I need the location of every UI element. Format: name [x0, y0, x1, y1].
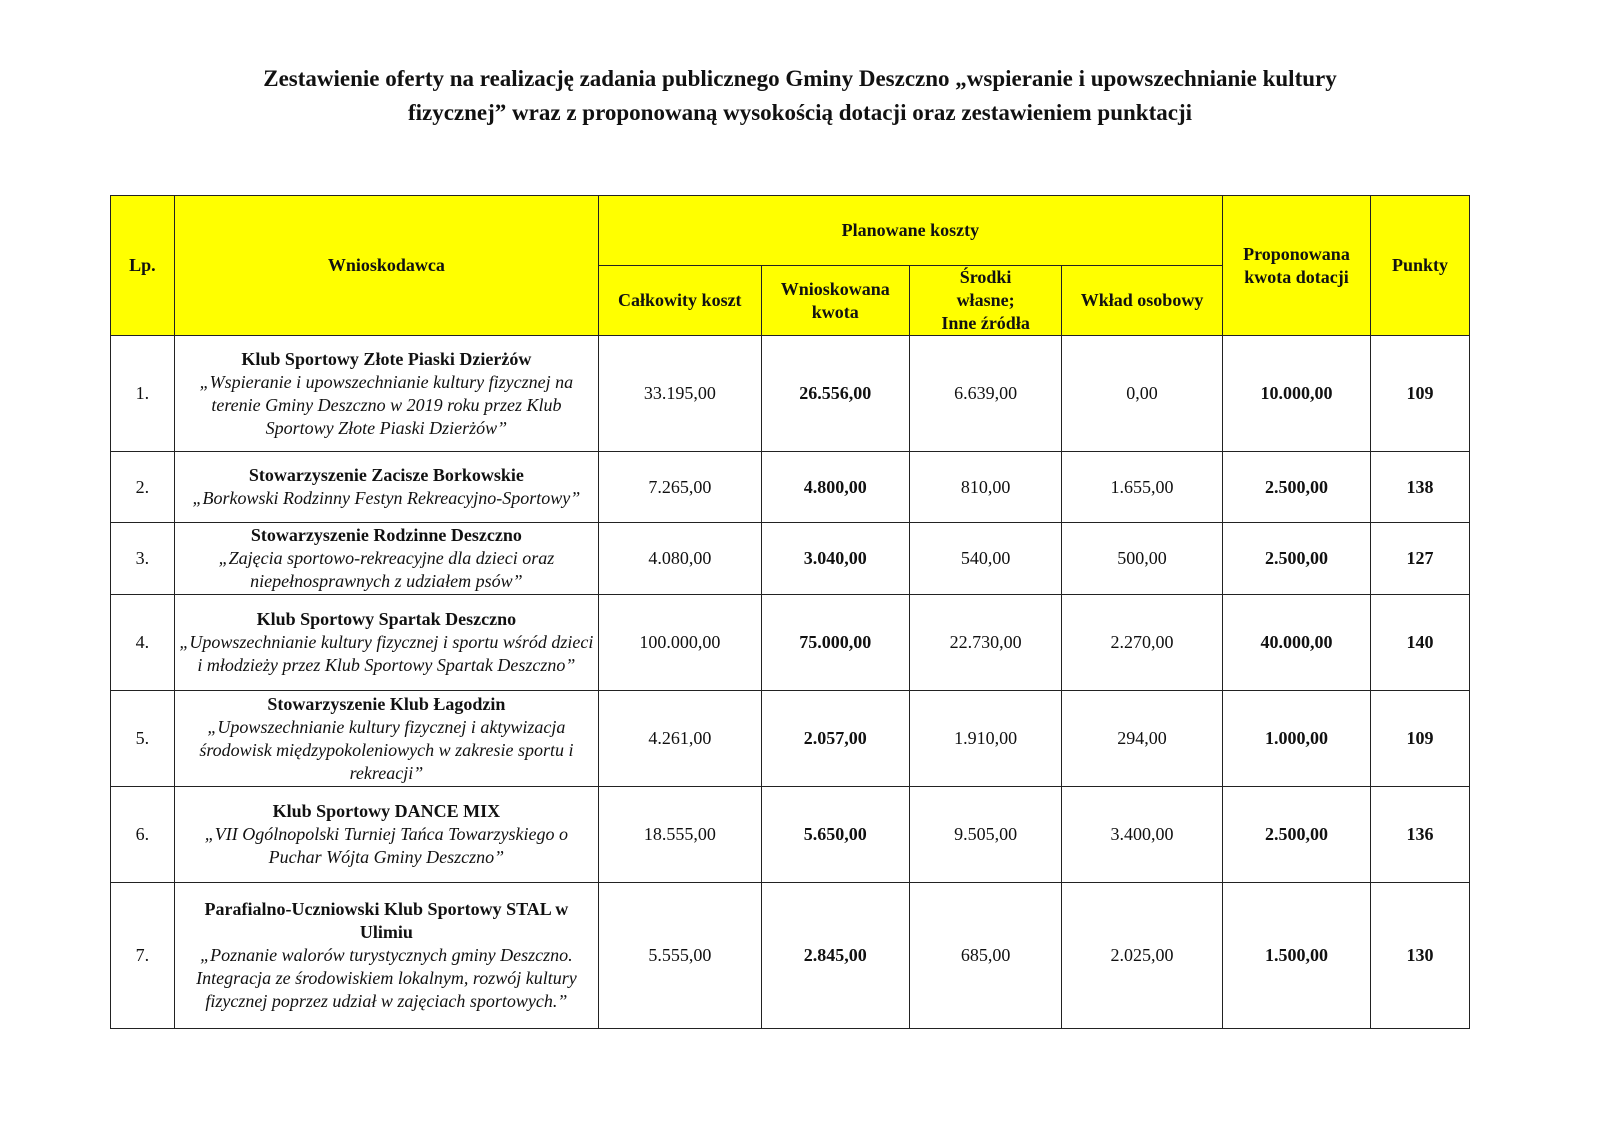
points: 130: [1371, 883, 1470, 1029]
own-funds: 1.910,00: [909, 691, 1061, 787]
personal-contribution: 500,00: [1062, 523, 1223, 595]
own-funds: 810,00: [909, 452, 1061, 523]
table-row: [111, 787, 1470, 883]
points: 109: [1371, 336, 1470, 452]
table-row: [111, 452, 1470, 523]
header-total-cost: Całkowity koszt: [598, 266, 761, 336]
personal-contribution: 3.400,00: [1062, 787, 1223, 883]
applicant-name: Stowarzyszenie Klub Łagodzin: [267, 693, 506, 714]
offers-table: [110, 195, 1470, 1029]
proposed-amount: 2.500,00: [1222, 787, 1370, 883]
proposed-amount: 10.000,00: [1222, 336, 1370, 452]
applicant-cell: [174, 452, 598, 523]
points: 127: [1371, 523, 1470, 595]
table-row: [111, 336, 1470, 452]
points: 136: [1371, 787, 1470, 883]
requested-amount: 4.800,00: [761, 452, 909, 523]
page-title: [150, 62, 1450, 130]
project-title: „VII Ogólnopolski Turniej Tańca Towarzyskiego o Puchar Wójta Gminy Deszczno”: [204, 824, 568, 867]
total-cost: 33.195,00: [598, 336, 761, 452]
proposed-amount: 1.000,00: [1222, 691, 1370, 787]
personal-contribution: 0,00: [1062, 336, 1223, 452]
page-title-line2: fizycznej” wraz z proponowaną wysokością dotacji oraz zestawieniem punktacji: [407, 100, 1193, 125]
applicant-name: Klub Sportowy Złote Piaski Dzierżów: [241, 348, 532, 369]
row-number: 6.: [111, 787, 175, 883]
header-own-funds-line3: Inne źródła: [941, 313, 1030, 333]
row-number: 1.: [111, 336, 175, 452]
points: 140: [1371, 595, 1470, 691]
requested-amount: 5.650,00: [761, 787, 909, 883]
project-title: „Borkowski Rodzinny Festyn Rekreacyjno-Sportowy”: [192, 488, 581, 508]
table-row: [111, 883, 1470, 1029]
header-points: Punkty: [1371, 196, 1470, 336]
requested-amount: 75.000,00: [761, 595, 909, 691]
proposed-amount: 2.500,00: [1222, 523, 1370, 595]
applicant-name: Klub Sportowy DANCE MIX: [272, 801, 501, 821]
header-personal-contribution: Wkład osobowy: [1062, 266, 1223, 336]
applicant-name: Stowarzyszenie Rodzinne Deszczno: [250, 525, 522, 545]
row-number: 3.: [111, 523, 175, 595]
own-funds: 22.730,00: [909, 595, 1061, 691]
row-number: 5.: [111, 691, 175, 787]
table-header: [111, 196, 1470, 336]
table-row: [111, 595, 1470, 691]
proposed-amount: 1.500,00: [1222, 883, 1370, 1029]
requested-amount: 2.057,00: [761, 691, 909, 787]
applicant-cell: [174, 523, 598, 595]
total-cost: 4.261,00: [598, 691, 761, 787]
table-row: [111, 691, 1470, 787]
total-cost: 100.000,00: [598, 595, 761, 691]
applicant-name: Klub Sportowy Spartak Deszczno: [256, 609, 517, 629]
header-own-funds-line1: Środki: [959, 267, 1012, 287]
page-title-line1: Zestawienie oferty na realizację zadania publicznego Gminy Deszczno „wspieranie i upowszechnianie kultury: [263, 66, 1337, 91]
total-cost: 18.555,00: [598, 787, 761, 883]
applicant-cell: [174, 691, 598, 787]
project-title: „Zajęcia sportowo-rekreacyjne dla dzieci oraz niepełnosprawnych z udziałem psów”: [218, 548, 555, 591]
applicant-cell: [174, 883, 598, 1029]
row-number: 7.: [111, 883, 175, 1029]
own-funds: 685,00: [909, 883, 1061, 1029]
proposed-amount: 40.000,00: [1222, 595, 1370, 691]
total-cost: 5.555,00: [598, 883, 761, 1029]
requested-amount: 2.845,00: [761, 883, 909, 1029]
table-row: [111, 523, 1470, 595]
applicant-cell: [174, 336, 598, 452]
proposed-amount: 2.500,00: [1222, 452, 1370, 523]
project-title: „Wspieranie i upowszechnianie kultury fizycznej na terenie Gminy Deszczno w 2019 roku przez Klub Sportowy Złote Piaski Dzierżów”: [199, 371, 574, 438]
personal-contribution: 1.655,00: [1062, 452, 1223, 523]
points: 109: [1371, 691, 1470, 787]
applicant-name: Stowarzyszenie Zacisze Borkowskie: [248, 465, 524, 485]
table-body: [111, 336, 1470, 1029]
header-lp: Lp.: [111, 196, 175, 336]
own-funds: 9.505,00: [909, 787, 1061, 883]
header-requested-amount: Wnioskowana kwota: [761, 266, 909, 336]
personal-contribution: 294,00: [1062, 691, 1223, 787]
header-planned-costs: Planowane koszty: [598, 196, 1222, 266]
header-own-funds: [909, 266, 1061, 336]
personal-contribution: 2.025,00: [1062, 883, 1223, 1029]
header-proposed-amount: Proponowana kwota dotacji: [1222, 196, 1370, 336]
total-cost: 4.080,00: [598, 523, 761, 595]
requested-amount: 26.556,00: [761, 336, 909, 452]
project-title: „Upowszechnianie kultury fizycznej i aktywizacja środowisk międzypokoleniowych w zakresie sportu i rekreacji”: [199, 716, 574, 783]
points: 138: [1371, 452, 1470, 523]
own-funds: 6.639,00: [909, 336, 1061, 452]
applicant-cell: [174, 595, 598, 691]
row-number: 2.: [111, 452, 175, 523]
own-funds: 540,00: [909, 523, 1061, 595]
header-applicant: Wnioskodawca: [174, 196, 598, 336]
personal-contribution: 2.270,00: [1062, 595, 1223, 691]
applicant-name: Parafialno-Uczniowski Klub Sportowy STAL w Ulimiu: [204, 899, 569, 942]
requested-amount: 3.040,00: [761, 523, 909, 595]
applicant-cell: [174, 787, 598, 883]
header-own-funds-line2: własne;: [956, 290, 1015, 310]
row-number: 4.: [111, 595, 175, 691]
total-cost: 7.265,00: [598, 452, 761, 523]
project-title: „Upowszechnianie kultury fizycznej i sportu wśród dzieci i młodzieży przez Klub Sportowy Spartak Deszczno”: [179, 632, 594, 675]
project-title: „Poznanie walorów turystycznych gminy Deszczno. Integracja ze środowiskiem lokalnym, rozwój kultury fizycznej poprzez udział w zajęciach sportowych.”: [196, 945, 577, 1011]
